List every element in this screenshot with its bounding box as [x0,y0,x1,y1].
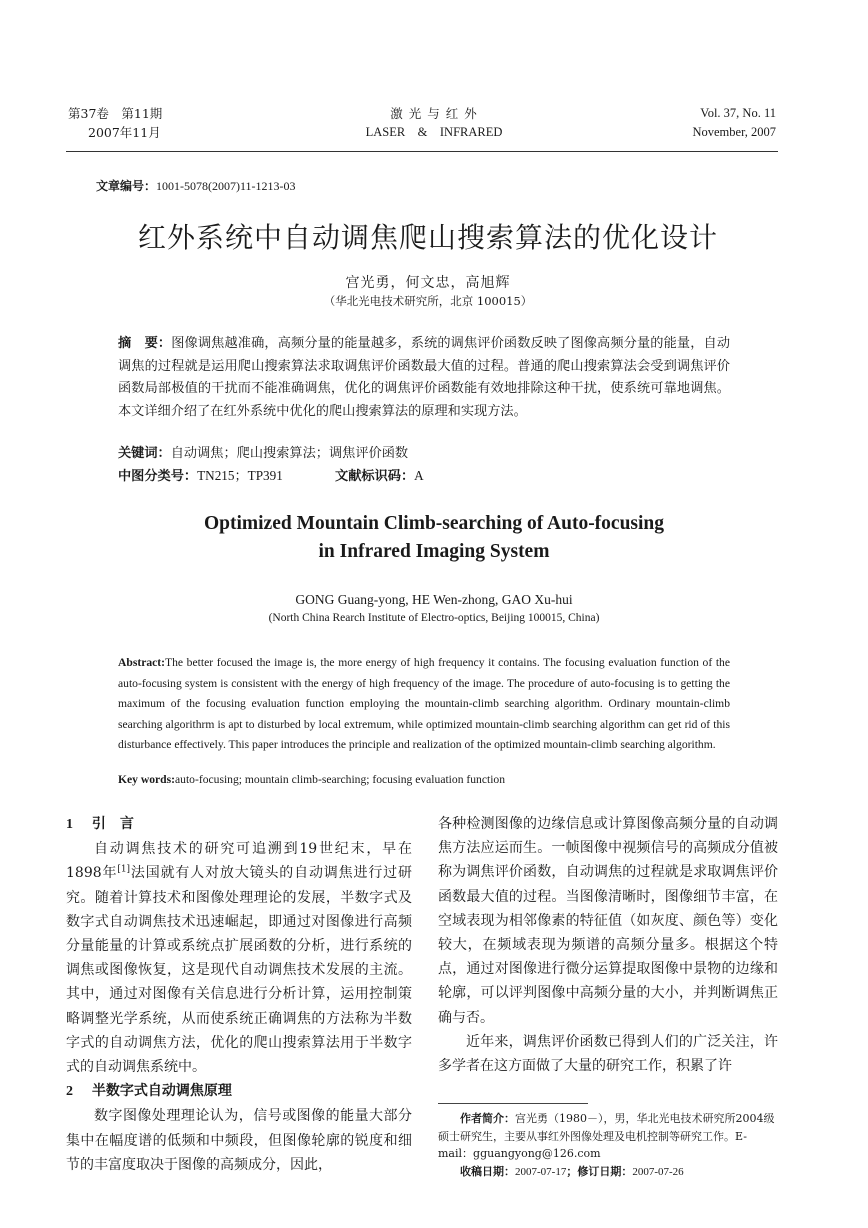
section-1-paragraph [66,837,412,1079]
keywords-en-text: auto-focusing; mountain climb-searching; focusing evaluation function [175,773,506,786]
title-en-line2: in Infrared Imaging System [318,541,550,562]
author-bio-label: 作者简介： [460,1112,515,1125]
header-rule [66,151,778,152]
page-title-en [60,510,808,566]
received-label: 收稿日期： [460,1164,515,1178]
section-2-paragraph: 数字图像处理理论认为，信号或图像的能量大部分集中在幅度谱的低频和中频段，但图像轮廓的锐度和细节的丰富度取决于图像的高频成分，因此， [66,1108,412,1173]
footnote [438,1110,778,1181]
revised-date: 2007-07-26 [632,1165,684,1178]
doc-code-label: 文献标识码： [335,469,415,484]
abstract-cn-label: 摘 要： [118,336,172,351]
doc-code-value: A [414,468,424,483]
body-right-column [438,812,778,1078]
journal-name-cn: 激 光 与 红 外 [390,106,478,121]
abstract-en-label: Abstract [118,656,162,669]
authors-en: GONG Guang-yong, HE Wen-zhong, GAO Xu-hui [295,592,573,607]
received-dates [438,1163,778,1182]
affiliation-cn: （华北光电技术研究所，北京 100015） [323,294,533,308]
keywords-cn-label: 关键词： [118,446,171,461]
received-date: 2007-07-17 [515,1165,567,1178]
clc-value: TN215；TP391 [197,468,283,483]
journal-name-en: LASER & INFRARED [365,125,503,139]
right-paragraph-2: 近年来，调焦评价函数已得到人们的广泛关注，许多学者在这方面做了大量的研究工作，积累了许 [438,1033,778,1075]
clc-label: 中图分类号： [118,469,198,484]
revised-label: ；修订日期： [566,1164,633,1178]
section-1-heading [66,812,412,837]
volume-issue-en: Vol. 37, No. 11 [700,106,776,120]
keywords-cn [118,443,730,466]
issue-date: 2007年11月 [88,125,161,140]
keywords-cn-text: 自动调焦；爬山搜索算法；调焦评价函数 [170,446,409,461]
article-number-value: 1001-5078(2007)11-1213-03 [156,179,296,193]
header-center [284,104,584,142]
section-2-title: 半数字式自动调焦原理 [91,1083,232,1100]
abstract-en-text: The better focused the image is, the more energy of high frequency it contains. The focusing evaluation function of the auto-focusing system is consistent with the energy of high frequency of the image. The procedure of auto-focusing is to getting the maximum of the focusing evaluation function employing the mountain-climb searching algorithm. Ordinary mountain-climb searching algorithrm is apt to disturbed by local extremum, while optimized mountain-climb searching algorithm can get rid of this disturbance effectively. This paper introduces the principle and realization of the optimized mountain-climb searching algorithm. [118,656,730,752]
section-2-number: 2 [66,1084,73,1100]
article-number [96,177,296,194]
volume-issue: 第37卷 第11期 [68,106,163,121]
right-paragraph-1: 各种检测图像的边缘信息或计算图像高频分量的自动调焦方法应运而生。一帧图像中视频信号的高频成分值被称为调焦评价函数，自动调焦的过程就是求取调焦评价函数最大值的过程。当图像清晰时，图像细节丰富，在空域表现为相邻像素的特征值（如灰度、颜色等）变化较大，在频域表现为频谱的高频分量多。根据这个特点，通过对图像进行微分运算提取图像中景物的边缘和轮廓，可以评判图像中高频分量的大小，并判断调焦正确与否。 [438,816,778,1026]
page-title-cn: 红外系统中自动调焦爬山搜索算法的优化设计 [137,221,718,254]
citation-1: [1] [117,864,131,875]
abstract-cn-text: 图像调焦越准确，高频分量的能量越多，系统的调焦评价函数反映了图像高频分量的能量，自动调焦的过程就是运用爬山搜索算法求取调焦评价函数最大值的过程。普通的爬山搜索算法会受到调焦评价函数局部极值的干扰而不能准确调焦，优化的调焦评价函数能有效地排除这种干扰，使系统可靠地调焦。本文详细介绍了在红外系统中优化的爬山搜索算法的原理和实现方法。 [118,336,731,419]
section-1-text-b: 法国就有人对放大镜头的自动调焦进行过研究。随着计算技术和图像处理理论的发展，半数字式及数字式自动调焦技术迅速崛起，即通过对图像进行高频分量能量的计算或系统点扩展函数的分析，进行系统的调焦或图像恢复，这是现代自动调焦技术发展的主流。其中，通过对图像有关信息进行分析计算，运用控制策略调整光学系统，从而使系统正确调焦的方法称为半数字式的自动调焦方法，优化的爬山搜索算法用于半数字式的自动调焦系统中。 [66,865,412,1076]
classification [118,465,730,489]
header-right [580,104,776,142]
section-1-text-a: 自动调焦技术的研究可追溯到19世纪末，早在1898年 [66,841,412,882]
authors-cn: 宫光勇，何文忠，高旭辉 [345,275,511,291]
issue-date-en: November, 2007 [692,125,776,139]
abstract-en: Abstract:The better focused the image is, the more energy of high frequency it contains. The focusing evaluation function of the auto-focusing system is consistent with the energy of high frequency of the image. The procedure of auto-focusing is to getting the maximum of the focusing evaluation function employing the mountain-climb searching algorithm. Ordinary mountain-climb searching algorithrm is apt to disturbed by local extremum, while optimized mountain-climb searching algorithm can get rid of this disturbance effectively. This paper introduces the principle and realization of the optimized mountain-climb searching algorithm. [118,656,730,752]
body-left-column [66,812,412,1177]
author-bio [438,1110,778,1163]
keywords-en-label: Key words [118,773,172,786]
section-1-title: 引 言 [91,816,134,832]
abstract-cn [118,333,730,423]
article-number-label: 文章编号： [96,179,157,193]
title-en-line1: Optimized Mountain Climb-searching of Auto-focusing [203,513,665,534]
header-left [68,104,268,142]
section-2-heading [66,1079,412,1104]
author-bio-text: 宫光勇（1980－），男，华北光电技术研究所2004级硕士研究生，主要从事红外图像处理及电机控制等研究工作。E-mail：gguangyong@126.com [438,1112,775,1161]
keywords-en: Key words:auto-focusing; mountain climb-searching; focusing evaluation function [118,773,506,786]
section-1-number: 1 [66,817,73,832]
footnote-rule [438,1103,588,1104]
affiliation-en: (North China Rearch Institute of Electro-optics, Beijing 100015, China) [268,612,600,624]
